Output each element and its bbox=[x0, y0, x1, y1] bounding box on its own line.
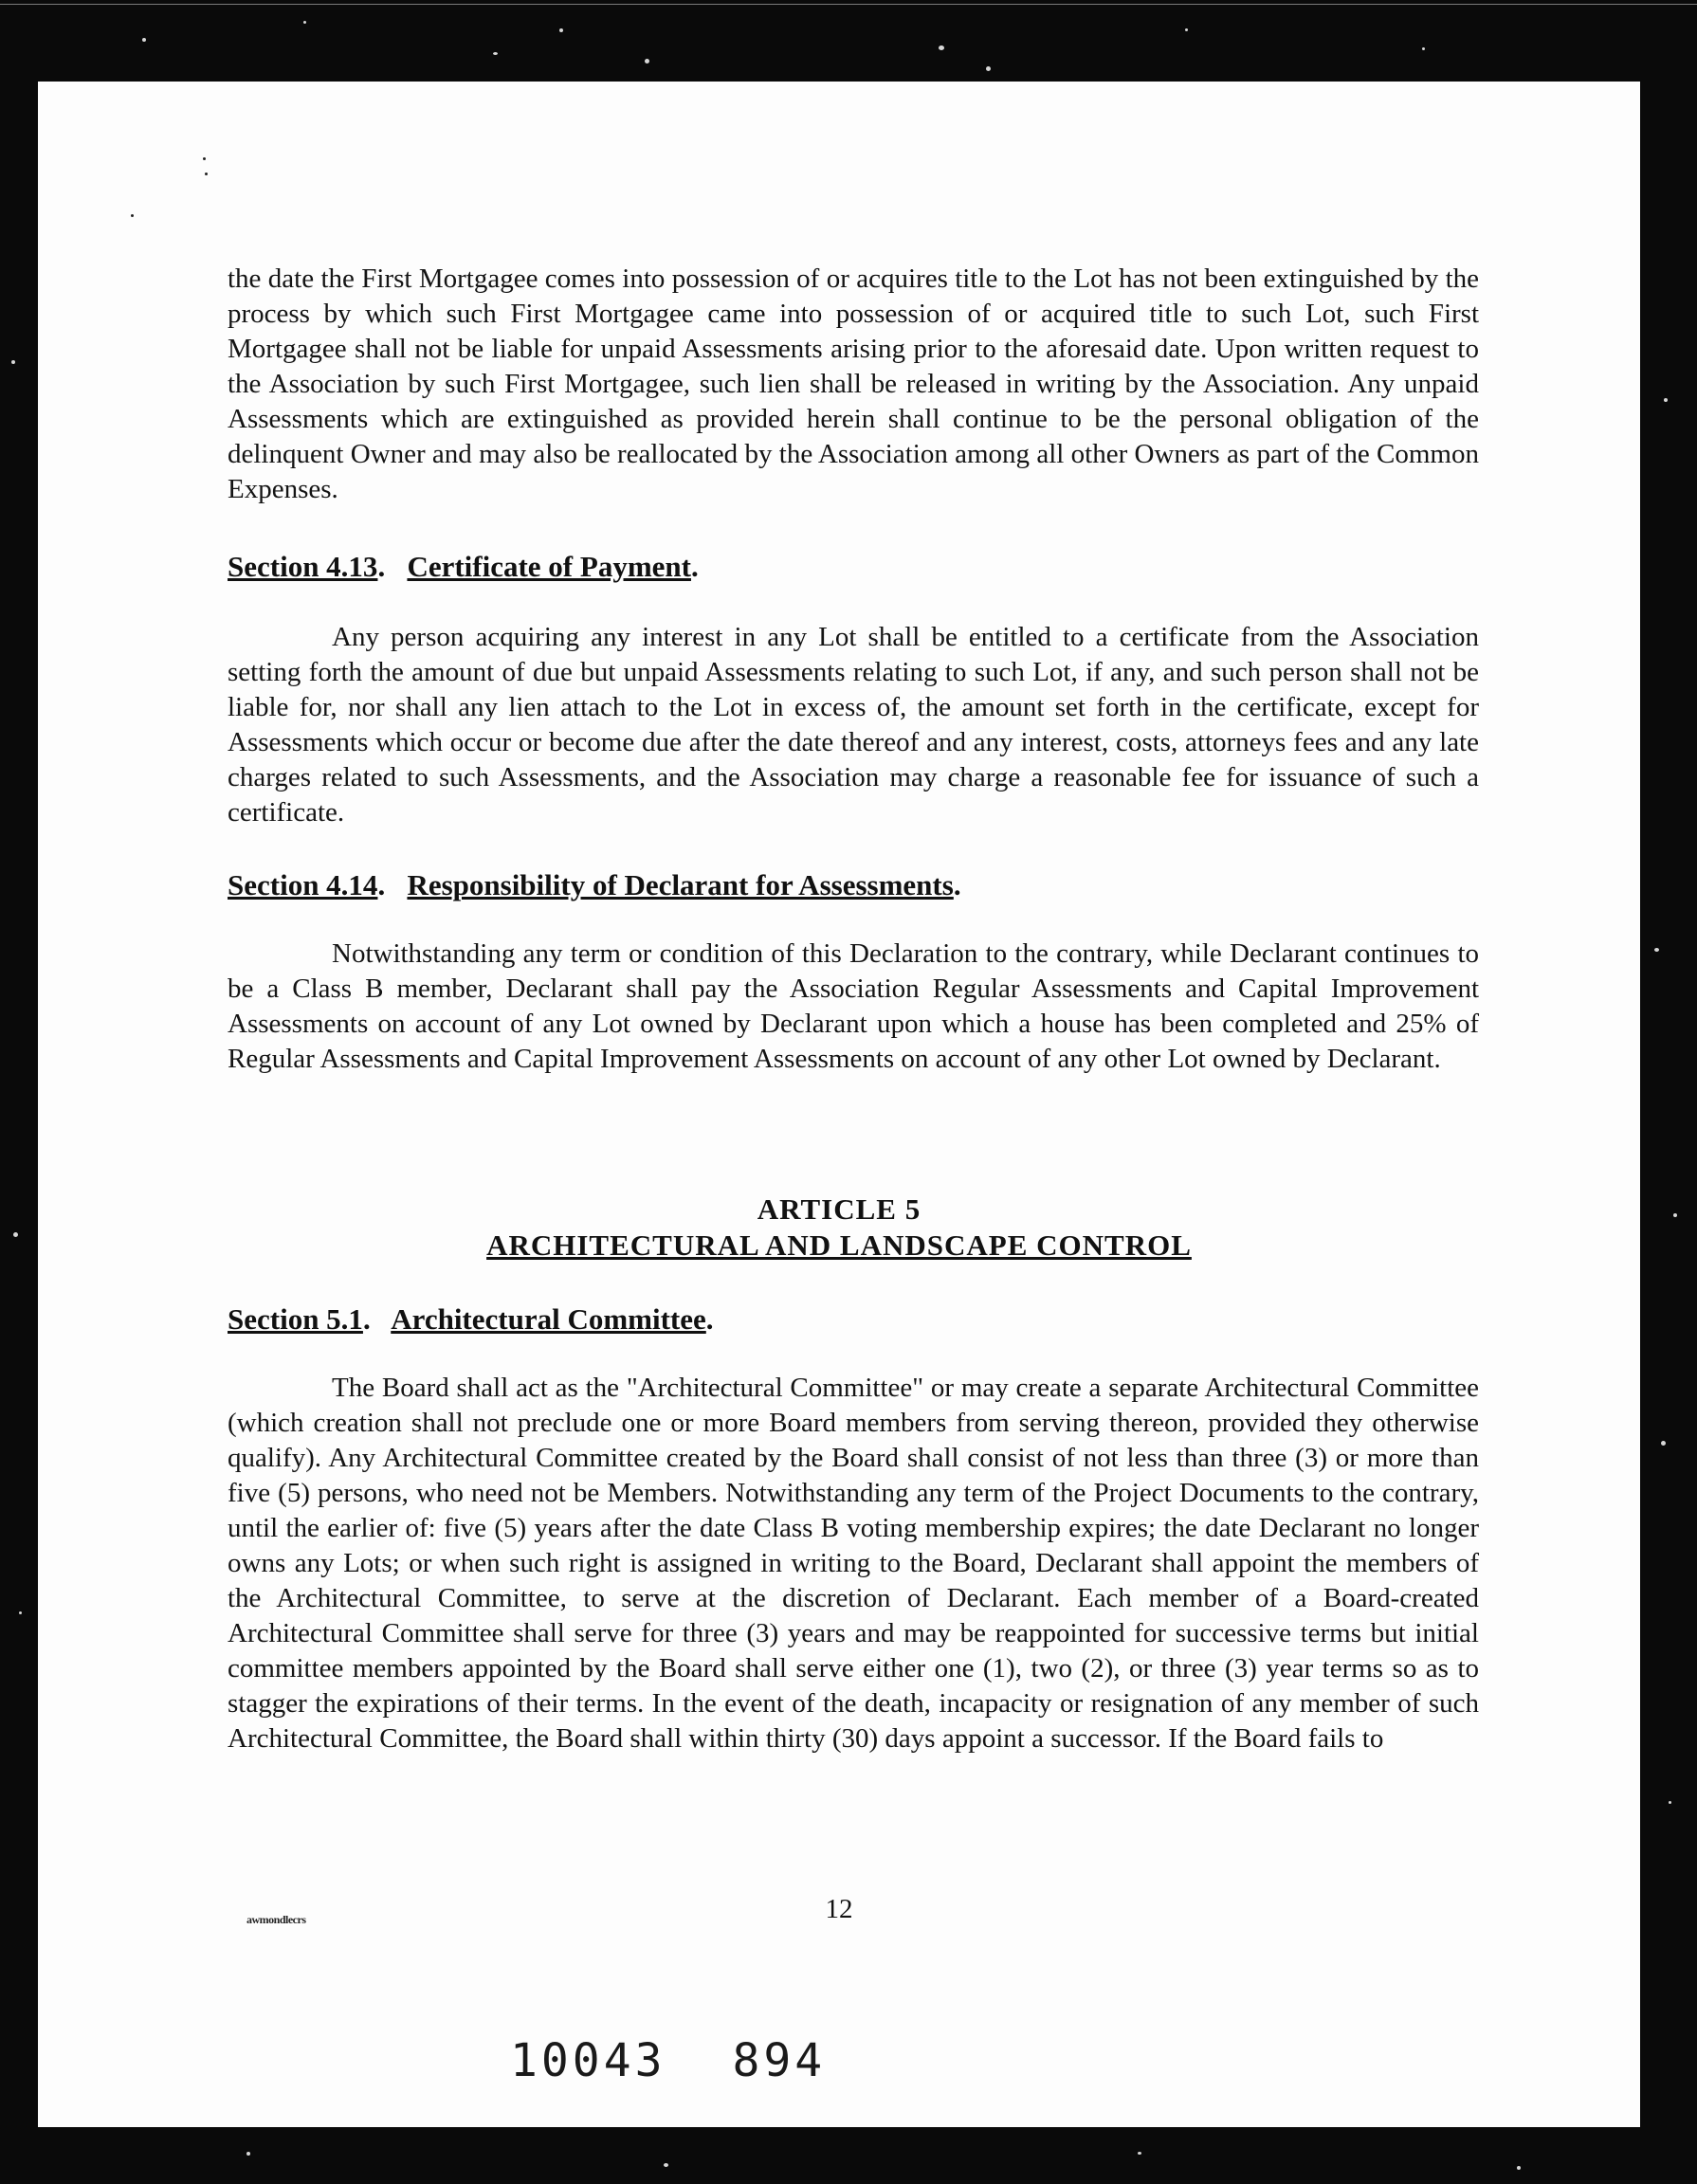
continued-paragraph: the date the First Mortgagee comes into possession of or acquires title to the Lot has not been extinguished by the process by which such First Mortgagee came into possession of or acquired title to such Lot, such First Mortgagee shall not be liable for unpaid Assessments arising prior to the aforesaid date. Upon written request to the Association by such First Mortgagee, such lien shall be released in writing by the Association. Any unpaid Assessments which are extinguished as provided herein shall continue to be the personal obligation of the delinquent Owner and may also be reallocated by the Association among all other Owners as part of the Common Expenses. bbox=[228, 264, 1479, 504]
section-4-13-number: Section 4.13 bbox=[228, 550, 378, 583]
scan-noise bbox=[986, 66, 991, 71]
section-5-1-number: Section 5.1 bbox=[228, 1302, 363, 1336]
file-code: awmondlecrs bbox=[246, 1913, 306, 1926]
section-4-13-title: Certificate of Payment bbox=[407, 550, 691, 583]
scan-noise bbox=[1661, 1441, 1666, 1446]
section-4-14-heading: Section 4.14. Responsibility of Declarant for Assessments. bbox=[228, 868, 961, 901]
scan-noise bbox=[664, 2163, 668, 2167]
section-4-14-number: Section 4.14 bbox=[228, 868, 378, 901]
scan-noise bbox=[11, 360, 15, 364]
article-number: ARTICLE 5 bbox=[757, 1192, 921, 1226]
scan-noise bbox=[303, 21, 306, 24]
scan-noise bbox=[559, 28, 563, 32]
page-number: 12 bbox=[825, 1894, 853, 1924]
document-page bbox=[38, 82, 1640, 2127]
scan-noise bbox=[1669, 1801, 1671, 1804]
scan-mark bbox=[131, 214, 134, 217]
section-4-14-body: Notwithstanding any term or condition of this Declaration to the contrary, while Declarant continues to be a Class B member, Declarant shall pay the Association Regular Assessments and Capital Improvement Assessments on account of any Lot owned by Declarant upon which a house has been completed and 25% of Regular Assessments and Capital Improvement Assessments on account of any other Lot owned by Declarant. bbox=[228, 938, 1479, 1074]
scan-noise bbox=[142, 38, 146, 42]
scan-noise bbox=[939, 46, 944, 50]
scan-noise bbox=[1422, 47, 1425, 50]
section-4-13-heading: Section 4.13. Certificate of Payment. bbox=[228, 550, 699, 583]
scan-noise bbox=[1673, 1213, 1677, 1217]
scan-noise bbox=[1185, 28, 1188, 31]
scan-noise bbox=[1664, 398, 1668, 402]
article-title: ARCHITECTURAL AND LANDSCAPE CONTROL bbox=[486, 1228, 1192, 1262]
scan-noise bbox=[1517, 2166, 1521, 2170]
scan-noise bbox=[493, 52, 498, 55]
stamp-right: 894 bbox=[732, 2034, 827, 2087]
stamp-left: 10043 bbox=[510, 2034, 666, 2087]
section-4-13-body: Any person acquiring any interest in any Lot shall be entitled to a certificate from the Association setting forth the amount of due but unpaid Assessments relating to such Lot, if any, and such person shall not be liable for, nor shall any lien attach to the Lot in excess of, the amount set forth in the certificate, except for Assessments which occur or become due after the date thereof and any interest, costs, attorneys fees and any late charges related to such Assessments, and the Association may charge a reasonable fee for issuance of such a certificate. bbox=[228, 622, 1479, 828]
section-5-1-title: Architectural Committee bbox=[391, 1302, 706, 1336]
scan-mark bbox=[203, 157, 206, 160]
scan-edge-line bbox=[0, 4, 1697, 5]
document-stamp bbox=[510, 2034, 826, 2087]
scan-noise bbox=[645, 59, 649, 64]
section-5-1-heading: Section 5.1. Architectural Committee. bbox=[228, 1302, 714, 1336]
scan-noise bbox=[13, 1232, 18, 1237]
scan-noise bbox=[1654, 948, 1659, 952]
scan-noise bbox=[19, 1611, 22, 1614]
scan-noise bbox=[1138, 2152, 1141, 2155]
section-4-14-title: Responsibility of Declarant for Assessments bbox=[407, 868, 954, 901]
scan-noise bbox=[246, 2152, 250, 2156]
section-5-1-body: The Board shall act as the "Architectural Committee" or may create a separate Architectural Committee (which creation shall not preclude one or more Board members from serving thereon, provided they otherwise qualify). Any Architectural Committee created by the Board shall consist of not less than three (3) or more than five (5) persons, who need not be Members. Notwithstanding any term of the Project Documents to the contrary, until the earlier of: five (5) years after the date Class B voting membership expires; the date Declarant no longer owns any Lots; or when such right is assigned in writing to the Board, Declarant shall appoint the members of the Architectural Committee, to serve at the discretion of Declarant. Each member of a Board-created Architectural Committee shall serve for three (3) years and may be reappointed for successive terms but initial committee members appointed by the Board shall serve either one (1), two (2), or three (3) year terms so as to stagger the expirations of their terms. In the event of the death, incapacity or resignation of any member of such Architectural Committee, the Board shall within thirty (30) days appoint a successor. If the Board fails to bbox=[228, 1373, 1479, 1754]
scan-mark bbox=[205, 173, 208, 175]
